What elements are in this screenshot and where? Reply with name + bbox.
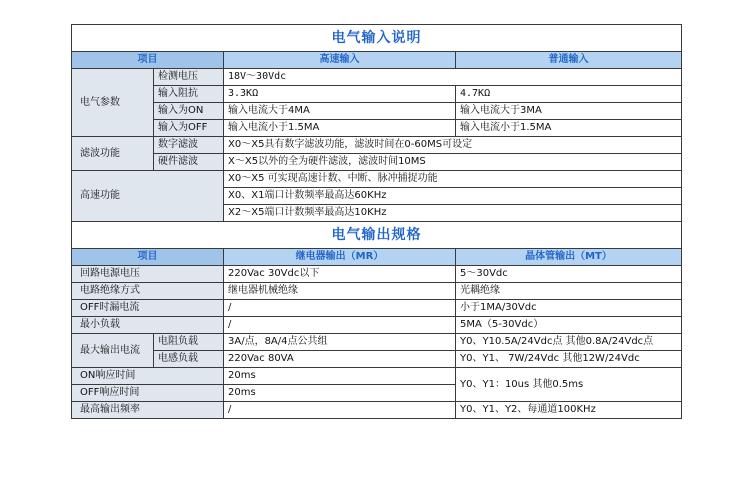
cell-value: 4.7KΩ (456, 86, 682, 103)
cell-value: X0、X1端口计数频率最高达60KHz (224, 188, 682, 205)
table-row (72, 86, 682, 103)
table-row (72, 368, 682, 385)
cell-value: Y0、Y1：10us 其他0.5ms (456, 368, 682, 402)
table-row (72, 69, 682, 86)
cell-value: 220Vac 30Vdc以下 (224, 266, 456, 283)
row-label: 电感负载 (154, 351, 224, 368)
cell-value: 输入电流小于1.5MA (456, 120, 682, 137)
table-row (72, 171, 682, 188)
electrical-params-label: 电气参数 (72, 69, 154, 137)
output-header-item: 项目 (72, 249, 224, 266)
row-label: 最高输出频率 (72, 402, 224, 419)
table-row (72, 334, 682, 351)
cell-value: X2～X5端口计数频率最高达10KHz (224, 205, 682, 222)
row-label: OFF响应时间 (72, 385, 224, 402)
table-row (72, 266, 682, 283)
cell-value: 输入电流大于3MA (456, 103, 682, 120)
cell-value: Y0、Y1、Y2、每通道100KHz (456, 402, 682, 419)
row-label: 最小负载 (72, 317, 224, 334)
max-output-current-label: 最大输出电流 (72, 334, 154, 368)
table-row (72, 120, 682, 137)
input-header-high-speed: 高速输入 (224, 52, 456, 69)
cell-value: / (224, 402, 456, 419)
cell-value: 小于1MA/30Vdc (456, 300, 682, 317)
table-row (72, 283, 682, 300)
cell-value: 3A/点，8A/4点公共组 (224, 334, 456, 351)
input-title-row (72, 25, 682, 52)
cell-value: X0～X5 可实现高速计数、中断、脉冲捕捉功能 (224, 171, 682, 188)
row-label: OFF时漏电流 (72, 300, 224, 317)
output-header-relay: 继电器输出（MR） (224, 249, 456, 266)
row-label: 输入为OFF (154, 120, 224, 137)
input-header-item: 项目 (72, 52, 224, 69)
spec-sheet (71, 24, 681, 419)
table-row (72, 137, 682, 154)
high-speed-function-label: 高速功能 (72, 171, 224, 222)
cell-value: Y0、Y10.5A/24Vdc点 其他0.8A/24Vdc点 (456, 334, 682, 351)
table-row (72, 103, 682, 120)
table-row (72, 317, 682, 334)
table-row (72, 154, 682, 171)
cell-value: 220Vac 80VA (224, 351, 456, 368)
output-header-row (72, 249, 682, 266)
cell-value: 输入电流大于4MA (224, 103, 456, 120)
row-label: ON响应时间 (72, 368, 224, 385)
cell-value: 5MA（5-30Vdc） (456, 317, 682, 334)
row-label: 数字滤波 (154, 137, 224, 154)
spec-table (71, 24, 682, 419)
row-label: 输入阻抗 (154, 86, 224, 103)
cell-value: 继电器机械绝缘 (224, 283, 456, 300)
cell-value: X0～X5具有数字滤波功能，滤波时间在0-60MS可设定 (224, 137, 682, 154)
cell-value: 18V～30Vdc (224, 69, 682, 86)
table-row (72, 300, 682, 317)
cell-value: Y0、Y1、 7W/24Vdc 其他12W/24Vdc (456, 351, 682, 368)
row-label: 电阻负载 (154, 334, 224, 351)
cell-value: X～X5以外的全为硬件滤波，滤波时间10MS (224, 154, 682, 171)
cell-value: 20ms (224, 385, 456, 402)
output-title-row (72, 222, 682, 249)
cell-value: 20ms (224, 368, 456, 385)
cell-value: 5～30Vdc (456, 266, 682, 283)
table-row (72, 402, 682, 419)
filter-function-label: 滤波功能 (72, 137, 154, 171)
row-label: 回路电源电压 (72, 266, 224, 283)
row-label: 电路绝缘方式 (72, 283, 224, 300)
cell-value: 3.3KΩ (224, 86, 456, 103)
row-label: 硬件滤波 (154, 154, 224, 171)
cell-value: / (224, 317, 456, 334)
cell-value: 输入电流小于1.5MA (224, 120, 456, 137)
output-section-title: 电气输出规格 (72, 222, 682, 249)
input-header-normal: 普通输入 (456, 52, 682, 69)
row-label: 检测电压 (154, 69, 224, 86)
table-row (72, 351, 682, 368)
row-label: 输入为ON (154, 103, 224, 120)
cell-value: / (224, 300, 456, 317)
output-header-transistor: 晶体管输出（MT） (456, 249, 682, 266)
input-header-row (72, 52, 682, 69)
input-section-title: 电气输入说明 (72, 25, 682, 52)
cell-value: 光耦绝缘 (456, 283, 682, 300)
